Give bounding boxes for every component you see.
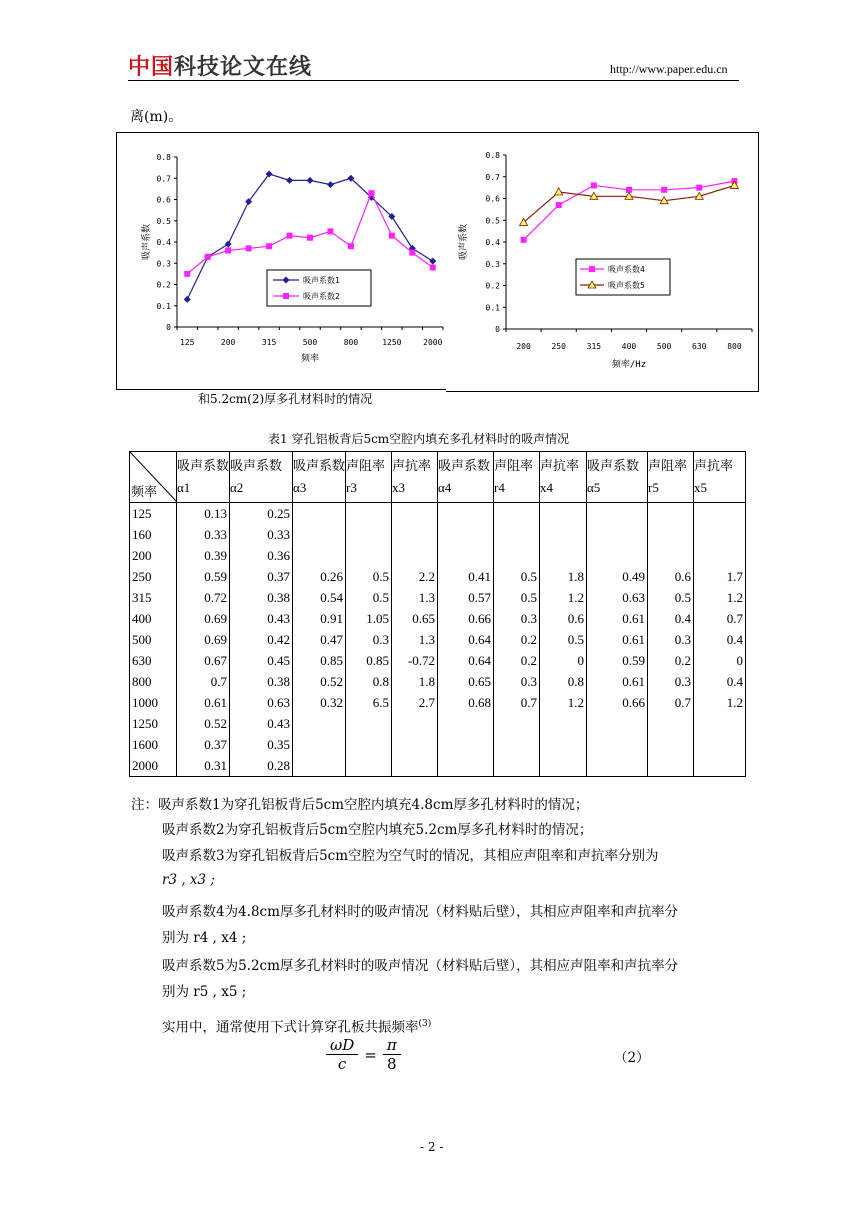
legend-marker bbox=[283, 293, 289, 299]
table-cell: 0.61 bbox=[587, 671, 648, 692]
table-cell-frequency: 500 bbox=[130, 629, 177, 650]
table-cell-frequency: 1600 bbox=[130, 734, 177, 755]
note-line: 吸声系数3为穿孔铝板背后5cm空腔为空气时的情况，其相应声阻率和声抗率分别为 bbox=[162, 848, 659, 864]
table-cell: 0.47 bbox=[293, 629, 346, 650]
note-text: 实用中，通常使用下式计算穿孔板共振频率 bbox=[162, 1019, 419, 1036]
x-axis-label: 频率/Hz bbox=[611, 360, 647, 370]
legend bbox=[576, 259, 670, 295]
y-tick-label: 0.7 bbox=[156, 174, 171, 184]
table-cell: 0.38 bbox=[230, 671, 293, 692]
table-cell bbox=[392, 755, 438, 777]
data-point bbox=[184, 271, 190, 277]
table-row bbox=[130, 524, 746, 545]
table-column-header: 吸声系数α1 bbox=[177, 452, 230, 503]
table-cell-frequency: 315 bbox=[130, 587, 177, 608]
formula bbox=[326, 1036, 401, 1073]
table-cell bbox=[648, 734, 694, 755]
data-point bbox=[409, 250, 415, 256]
table-row bbox=[130, 608, 746, 629]
header-url[interactable]: http://www.paper.edu.cn bbox=[610, 62, 728, 76]
table-row bbox=[130, 671, 746, 692]
table-cell: 0.13 bbox=[177, 503, 230, 525]
note-line: 注：吸声系数1为穿孔铝板背后5cm空腔内填充4.8cm厚多孔材料时的情况； bbox=[131, 797, 589, 813]
table-cell: 0.91 bbox=[293, 608, 346, 629]
data-point bbox=[246, 245, 252, 251]
table-cell: 0.2 bbox=[494, 629, 540, 650]
table-cell: 0.5 bbox=[540, 629, 587, 650]
x-tick-label: 400 bbox=[621, 342, 637, 351]
formula-denominator: c bbox=[337, 1055, 347, 1073]
table-row bbox=[130, 629, 746, 650]
table-cell: 0.38 bbox=[230, 587, 293, 608]
formula-rhs-denominator: 8 bbox=[387, 1055, 397, 1073]
table-body bbox=[130, 503, 746, 777]
table-cell bbox=[438, 734, 494, 755]
data-point bbox=[429, 258, 436, 265]
legend-label: 吸声系数2 bbox=[303, 292, 340, 301]
table-cell-frequency: 1250 bbox=[130, 713, 177, 734]
y-tick-label: 0.1 bbox=[156, 301, 171, 311]
formula-equals: = bbox=[364, 1045, 377, 1064]
table-cell-frequency: 2000 bbox=[130, 755, 177, 777]
table-cell bbox=[694, 545, 746, 566]
table-cell bbox=[438, 524, 494, 545]
table-cell: 0.33 bbox=[230, 524, 293, 545]
table-cell bbox=[392, 503, 438, 525]
x-tick-label: 250 bbox=[551, 342, 566, 351]
table-cell: 0.26 bbox=[293, 566, 346, 587]
table-column-header: 吸声系数α4 bbox=[438, 452, 494, 503]
y-tick-label: 0 bbox=[495, 325, 500, 334]
chart1-svg bbox=[117, 133, 447, 389]
table-cell bbox=[438, 713, 494, 734]
table-row bbox=[130, 566, 746, 587]
table-cell bbox=[346, 734, 392, 755]
table-cell bbox=[694, 713, 746, 734]
note-line: 吸声系数2为穿孔铝板背后5cm空腔内填充5.2cm厚多孔材料时的情况； bbox=[162, 822, 593, 838]
table-cell: 0.4 bbox=[694, 671, 746, 692]
table-cell-frequency: 250 bbox=[130, 566, 177, 587]
figure-caption: 和5.2cm(2)厚多孔材料时的情况 bbox=[198, 392, 373, 406]
table-cell: 6.5 bbox=[346, 692, 392, 713]
table-cell bbox=[346, 503, 392, 525]
table-cell bbox=[293, 713, 346, 734]
table-cell bbox=[293, 503, 346, 525]
data-point bbox=[287, 233, 293, 239]
table-cell bbox=[540, 545, 587, 566]
table-cell bbox=[392, 524, 438, 545]
page-number: - 2 - bbox=[420, 1140, 444, 1154]
table-cell bbox=[648, 713, 694, 734]
table-row bbox=[130, 734, 746, 755]
table-cell: 0.68 bbox=[438, 692, 494, 713]
y-tick-label: 0.6 bbox=[156, 195, 171, 205]
note-line: r3 , x3 ; bbox=[162, 872, 215, 888]
table-cell: 2.2 bbox=[392, 566, 438, 587]
y-tick-label: 0.2 bbox=[156, 280, 171, 290]
table-column-header: 吸声系数α3 bbox=[293, 452, 346, 503]
table-cell bbox=[587, 545, 648, 566]
table-cell bbox=[293, 755, 346, 777]
table-cell: 0.28 bbox=[230, 755, 293, 777]
table-cell: 1.2 bbox=[540, 587, 587, 608]
table-cell: 0.57 bbox=[438, 587, 494, 608]
table-cell bbox=[346, 713, 392, 734]
table-cell: 1.2 bbox=[694, 587, 746, 608]
table-cell bbox=[648, 503, 694, 525]
data-point bbox=[521, 237, 527, 243]
formula-layout bbox=[326, 1036, 401, 1073]
table-cell: 0.8 bbox=[346, 671, 392, 692]
table-cell: 1.3 bbox=[392, 587, 438, 608]
data-point bbox=[591, 182, 597, 188]
table-caption: 表1 穿孔铝板背后5cm空腔内填充多孔材料时的吸声情况 bbox=[268, 432, 570, 446]
table-row bbox=[130, 650, 746, 671]
table-row bbox=[130, 692, 746, 713]
data-point bbox=[266, 243, 272, 249]
x-axis-label: 频率 bbox=[300, 354, 320, 364]
table-cell bbox=[494, 755, 540, 777]
table-cell: 0.43 bbox=[230, 608, 293, 629]
data-point bbox=[225, 248, 231, 254]
data-point bbox=[368, 190, 374, 196]
corner-label: 频率 bbox=[131, 484, 158, 499]
table-row bbox=[130, 503, 746, 525]
x-tick-label: 630 bbox=[692, 342, 707, 351]
note-line: 吸声系数4为4.8cm厚多孔材料时的吸声情况（材料贴后壁），其相应声阻率和声抗率分 bbox=[162, 904, 679, 920]
table-cell: 0.66 bbox=[587, 692, 648, 713]
chart-absorption-4-5 bbox=[446, 132, 759, 392]
table-cell bbox=[648, 545, 694, 566]
table-cell: 0.59 bbox=[177, 566, 230, 587]
table-cell bbox=[540, 734, 587, 755]
table-cell: 0.5 bbox=[346, 587, 392, 608]
data-point bbox=[307, 177, 314, 184]
table-cell bbox=[392, 734, 438, 755]
table-cell-frequency: 400 bbox=[130, 608, 177, 629]
table-cell: 0.49 bbox=[587, 566, 648, 587]
table-cell bbox=[587, 713, 648, 734]
table-cell bbox=[694, 734, 746, 755]
table-cell: 0.85 bbox=[293, 650, 346, 671]
table-cell-frequency: 160 bbox=[130, 524, 177, 545]
table-cell: 0.3 bbox=[494, 671, 540, 692]
table-column-header: 声抗率x3 bbox=[392, 452, 438, 503]
table-column-header: 声抗率x5 bbox=[694, 452, 746, 503]
data-point bbox=[327, 228, 333, 234]
table-cell bbox=[540, 755, 587, 777]
data-point bbox=[205, 254, 211, 260]
table-cell bbox=[346, 545, 392, 566]
y-tick-label: 0.4 bbox=[485, 238, 500, 247]
table-cell: 0.7 bbox=[177, 671, 230, 692]
table-column-header: 声抗率x4 bbox=[540, 452, 587, 503]
legend bbox=[267, 270, 371, 306]
table-cell: 1.3 bbox=[392, 629, 438, 650]
table-cell bbox=[587, 524, 648, 545]
x-tick-label: 800 bbox=[343, 338, 359, 347]
table-cell: 0.85 bbox=[346, 650, 392, 671]
table-row bbox=[130, 755, 746, 777]
table-cell bbox=[587, 755, 648, 777]
table-cell: 1.8 bbox=[540, 566, 587, 587]
table-cell bbox=[694, 503, 746, 525]
table-cell: 0.5 bbox=[494, 587, 540, 608]
table-cell: 1.2 bbox=[694, 692, 746, 713]
formula-numerator: ωD bbox=[326, 1036, 358, 1055]
table-cell bbox=[392, 713, 438, 734]
table-cell: 0.69 bbox=[177, 629, 230, 650]
y-axis-label: 吸声系数 bbox=[142, 223, 152, 261]
y-tick-label: 0.1 bbox=[485, 303, 500, 313]
table-cell: 2.7 bbox=[392, 692, 438, 713]
table-cell: 0.5 bbox=[494, 566, 540, 587]
logo-red-text: 中国 bbox=[128, 55, 175, 80]
table-cell: 0.37 bbox=[177, 734, 230, 755]
table-cell: 0.41 bbox=[438, 566, 494, 587]
table-cell bbox=[587, 734, 648, 755]
table-cell: 0.3 bbox=[648, 671, 694, 692]
formula-rhs-numerator: π bbox=[383, 1036, 401, 1055]
table-cell: 0.43 bbox=[230, 713, 293, 734]
data-point bbox=[225, 241, 232, 248]
data-point bbox=[389, 233, 395, 239]
y-tick-label: 0.5 bbox=[156, 216, 171, 226]
y-tick-label: 0.2 bbox=[485, 281, 500, 291]
data-point bbox=[555, 188, 563, 195]
table-cell: 1.2 bbox=[540, 692, 587, 713]
table-cell bbox=[293, 524, 346, 545]
table-cell-frequency: 125 bbox=[130, 503, 177, 525]
table-cell bbox=[540, 503, 587, 525]
table-cell: 1.05 bbox=[346, 608, 392, 629]
x-tick-label: 200 bbox=[220, 338, 236, 347]
table-cell: 0.63 bbox=[587, 587, 648, 608]
note-line: 别为 r5 , x5 ; bbox=[162, 984, 247, 1000]
table-cell bbox=[494, 524, 540, 545]
table-cell: 0.61 bbox=[587, 629, 648, 650]
legend-label: 吸声系数5 bbox=[608, 281, 645, 290]
table-cell bbox=[540, 524, 587, 545]
data-point bbox=[348, 243, 354, 249]
table-column-header: 声阻率r3 bbox=[346, 452, 392, 503]
note-line: 吸声系数5为5.2cm厚多孔材料时的吸声情况（材料贴后壁），其相应声阻率和声抗率分 bbox=[162, 958, 679, 974]
table-row bbox=[130, 587, 746, 608]
table-column-header: 吸声系数α5 bbox=[587, 452, 648, 503]
table-cell: 0.7 bbox=[494, 692, 540, 713]
table-cell: 0.42 bbox=[230, 629, 293, 650]
table-cell bbox=[494, 503, 540, 525]
table-cell bbox=[438, 503, 494, 525]
table-cell: 0.3 bbox=[346, 629, 392, 650]
table-cell: 0.64 bbox=[438, 629, 494, 650]
table-cell bbox=[540, 713, 587, 734]
table-cell: 0.39 bbox=[177, 545, 230, 566]
series-line bbox=[187, 193, 433, 274]
table-cell: 0.67 bbox=[177, 650, 230, 671]
table-cell: 0.54 bbox=[293, 587, 346, 608]
absorption-table bbox=[129, 451, 746, 777]
note-line: 别为 r4 , x4 ; bbox=[162, 930, 247, 946]
table-cell: 0.36 bbox=[230, 545, 293, 566]
table-cell bbox=[293, 734, 346, 755]
table-row bbox=[130, 713, 746, 734]
table-cell: 0.37 bbox=[230, 566, 293, 587]
x-tick-label: 315 bbox=[261, 338, 277, 347]
table-cell bbox=[587, 503, 648, 525]
table-cell bbox=[293, 545, 346, 566]
data-point bbox=[696, 185, 702, 191]
table-cell: 0.65 bbox=[392, 608, 438, 629]
y-tick-label: 0 bbox=[166, 323, 171, 332]
table-cell bbox=[438, 545, 494, 566]
y-tick-label: 0.8 bbox=[156, 153, 171, 162]
table-cell: 0.2 bbox=[494, 650, 540, 671]
table-cell: 0.35 bbox=[230, 734, 293, 755]
data-point bbox=[307, 235, 313, 241]
table-cell-frequency: 1000 bbox=[130, 692, 177, 713]
table-cell: 0.25 bbox=[230, 503, 293, 525]
x-tick-label: 315 bbox=[586, 342, 602, 351]
table-cell: 0.72 bbox=[177, 587, 230, 608]
y-tick-label: 0.3 bbox=[485, 259, 500, 269]
table-cell: 0.61 bbox=[177, 692, 230, 713]
legend-label: 吸声系数1 bbox=[303, 276, 340, 285]
table-cell bbox=[494, 545, 540, 566]
table-cell: 1.7 bbox=[694, 566, 746, 587]
x-tick-label: 2000 bbox=[423, 338, 443, 347]
table-cell bbox=[494, 734, 540, 755]
y-tick-label: 0.8 bbox=[485, 151, 500, 160]
table-cell bbox=[694, 524, 746, 545]
y-tick-label: 0.6 bbox=[485, 194, 500, 204]
table-cell: 0.4 bbox=[648, 608, 694, 629]
data-point bbox=[661, 187, 667, 193]
table-cell bbox=[648, 524, 694, 545]
x-tick-label: 125 bbox=[180, 338, 195, 347]
table-cell bbox=[392, 545, 438, 566]
table-cell: 0.59 bbox=[587, 650, 648, 671]
x-tick-label: 800 bbox=[727, 342, 742, 351]
y-tick-label: 0.7 bbox=[485, 172, 500, 182]
y-tick-label: 0.5 bbox=[485, 216, 500, 226]
y-tick-label: 0.3 bbox=[156, 259, 171, 269]
table-cell: 0.64 bbox=[438, 650, 494, 671]
table-column-header: 声阻率r4 bbox=[494, 452, 540, 503]
table-cell bbox=[494, 713, 540, 734]
citation-ref: (3) bbox=[418, 1019, 432, 1029]
table-cell: 1.8 bbox=[392, 671, 438, 692]
site-logo bbox=[128, 50, 312, 81]
x-tick-label: 500 bbox=[302, 338, 318, 347]
table-cell: 0.32 bbox=[293, 692, 346, 713]
data-point bbox=[327, 181, 334, 188]
table-cell: 0.66 bbox=[438, 608, 494, 629]
table-cell bbox=[438, 755, 494, 777]
table-cell: 0.33 bbox=[177, 524, 230, 545]
header-rule bbox=[128, 80, 739, 81]
table-cell bbox=[346, 755, 392, 777]
equation-number: （2） bbox=[614, 1050, 650, 1066]
table-cell: 0.6 bbox=[540, 608, 587, 629]
legend-marker bbox=[589, 266, 595, 272]
table-cell: 0.69 bbox=[177, 608, 230, 629]
table-cell-frequency: 800 bbox=[130, 671, 177, 692]
table-cell bbox=[694, 755, 746, 777]
table-cell: 0.3 bbox=[648, 629, 694, 650]
table-cell bbox=[346, 524, 392, 545]
chart2-svg bbox=[446, 133, 758, 391]
table-row bbox=[130, 545, 746, 566]
legend-label: 吸声系数4 bbox=[608, 265, 645, 274]
table-cell: 0.52 bbox=[177, 713, 230, 734]
table-cell: 0 bbox=[694, 650, 746, 671]
table-cell: 0.31 bbox=[177, 755, 230, 777]
chart-absorption-1-2 bbox=[116, 132, 448, 390]
data-point bbox=[556, 202, 562, 208]
table-cell: 0.3 bbox=[494, 608, 540, 629]
table-cell: 0 bbox=[540, 650, 587, 671]
table-cell: 0.8 bbox=[540, 671, 587, 692]
table-cell: 0.7 bbox=[694, 608, 746, 629]
table-corner-header bbox=[130, 452, 177, 503]
logo-text: 科技论文在线 bbox=[174, 55, 313, 80]
y-tick-label: 0.4 bbox=[156, 238, 171, 247]
table-cell: 0.4 bbox=[694, 629, 746, 650]
table-cell bbox=[648, 755, 694, 777]
table-cell: 0.6 bbox=[648, 566, 694, 587]
table-cell: 0.65 bbox=[438, 671, 494, 692]
table-cell: 0.7 bbox=[648, 692, 694, 713]
x-tick-label: 1250 bbox=[382, 338, 402, 347]
table-cell-frequency: 200 bbox=[130, 545, 177, 566]
table-cell: 0.63 bbox=[230, 692, 293, 713]
table-cell: -0.72 bbox=[392, 650, 438, 671]
body-text-line: 离(m)。 bbox=[130, 109, 183, 125]
table-cell: 0.52 bbox=[293, 671, 346, 692]
table-cell: 0.45 bbox=[230, 650, 293, 671]
table-column-header: 吸声系数α2 bbox=[230, 452, 293, 503]
x-tick-label: 200 bbox=[516, 342, 531, 351]
table-cell: 0.61 bbox=[587, 608, 648, 629]
data-point bbox=[430, 265, 436, 271]
x-tick-label: 500 bbox=[656, 342, 672, 351]
data-point bbox=[184, 296, 191, 303]
table-cell: 0.2 bbox=[648, 650, 694, 671]
y-axis-label: 吸声系数 bbox=[459, 223, 469, 261]
data-point bbox=[286, 177, 293, 184]
table-cell: 0.5 bbox=[346, 566, 392, 587]
table-column-header: 声阻率r5 bbox=[648, 452, 694, 503]
table-cell: 0.5 bbox=[648, 587, 694, 608]
table-cell-frequency: 630 bbox=[130, 650, 177, 671]
table-header-row bbox=[130, 452, 746, 503]
